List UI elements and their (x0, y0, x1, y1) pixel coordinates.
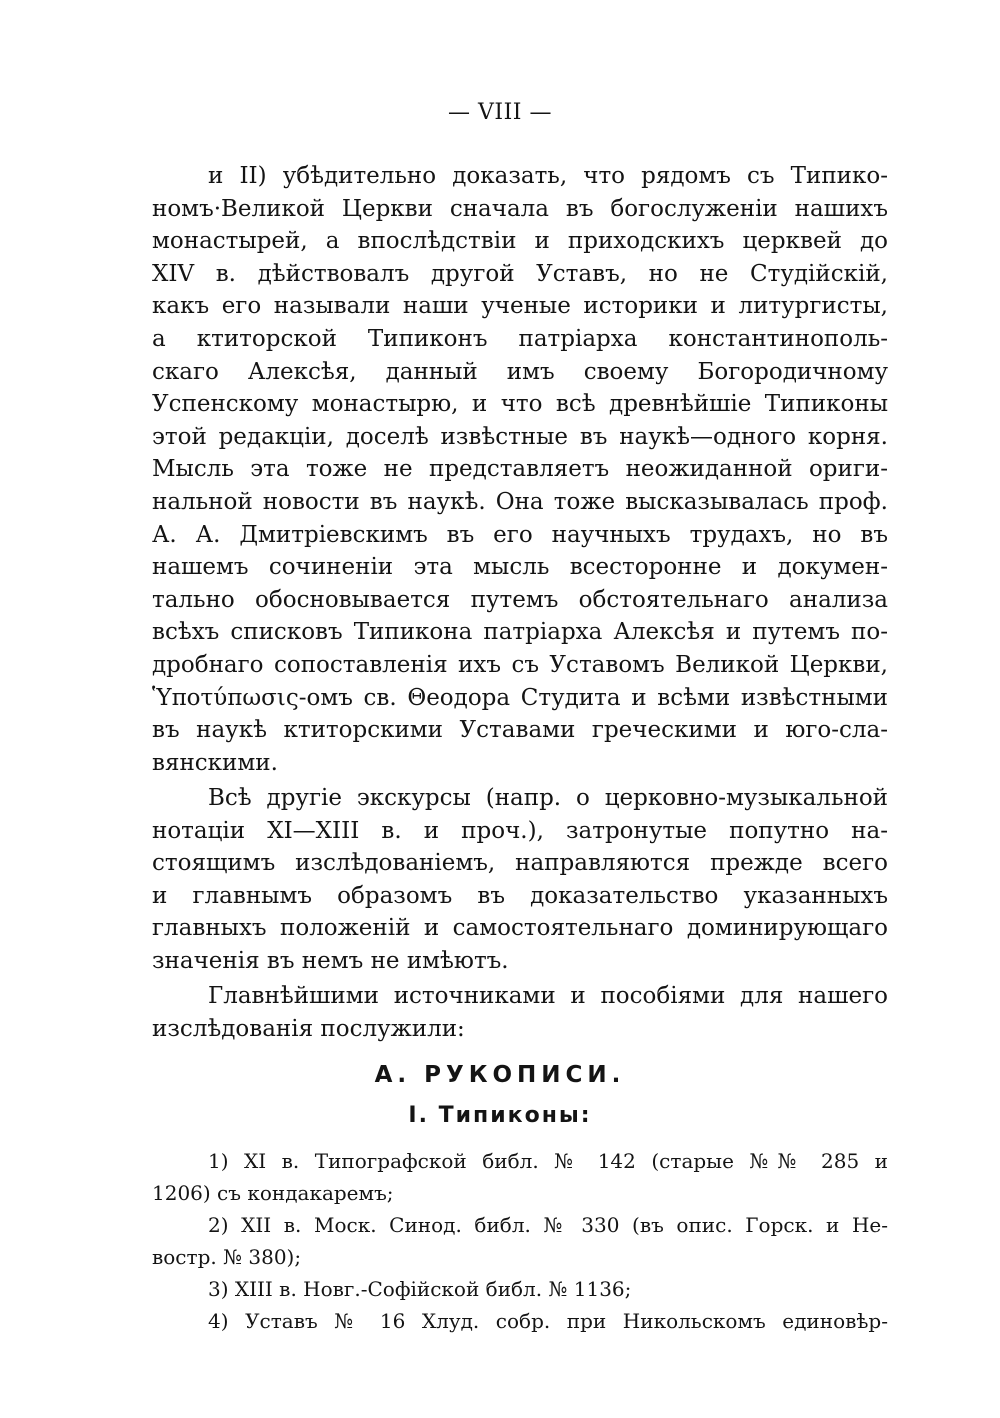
section-heading: А. РУКОПИСИ. (374, 1062, 626, 1088)
text-line: нотаціи XI—XIII в. и проч.), затронутые попутно на- (152, 817, 888, 844)
text-line: въ наукѣ ктиторскими Уставами греческими и юго-сла- (152, 717, 888, 744)
text-line: какъ его называли наши ученые историки и литургисты, (152, 293, 888, 320)
text-line: этой редакціи, доселѣ извѣстные въ наукѣ—одного корня. (152, 423, 888, 450)
text-line: изслѣдованія послужили: (152, 1015, 465, 1042)
text-line: Успенскому монастырю, и что всѣ древнѣйшіе Типиконы (152, 391, 888, 418)
list-item: 1) XI в. Типографской библ. № 142 (старые №№ 285 и (208, 1149, 888, 1173)
text-line: а ктиторской Типиконъ патріарха константинополь- (152, 325, 888, 352)
text-line: скаго Алексѣя, данный имъ своему Богородичному (152, 358, 888, 385)
text-line: всѣхъ списковъ Типикона патріарха Алексѣя и путемъ по- (152, 619, 888, 646)
text-line: Мысль эта тоже не представляетъ неожиданной ориги- (152, 456, 888, 483)
list-item-continuation: 1206) съ кондакаремъ; (152, 1181, 394, 1205)
list-item: 3) XIII в. Новг.-Софійской библ. № 1136; (208, 1277, 632, 1301)
text-line: главныхъ положеній и самостоятельнаго доминирующаго (152, 915, 888, 942)
paragraph-3 (152, 980, 888, 1045)
list-item: 2) XII в. Моск. Синод. библ. № 330 (въ опис. Горск. и Не- (208, 1213, 888, 1237)
text-line: А. А. Дмитріевскимъ въ его научныхъ трудахъ, но въ (152, 521, 888, 548)
text-line: дробнаго сопоставленія ихъ съ Уставомъ Великой Церкви, (152, 651, 888, 678)
text-line: Главнѣйшими источниками и пособіями для нашего (208, 983, 888, 1009)
text-line: и главнымъ образомъ въ доказательство указанныхъ (152, 882, 888, 909)
text-line: значенія въ немъ не имѣютъ. (152, 947, 509, 974)
text-line: стоящимъ изслѣдованіемъ, направляются прежде всего (152, 850, 888, 877)
paragraph-2 (152, 782, 888, 978)
subsection-heading: I. Типиконы: (408, 1103, 592, 1128)
text-line: Всѣ другіе экскурсы (напр. о церковно-музыкальной (208, 785, 888, 811)
page-number: — VIII — (448, 100, 552, 125)
text-line: XIV в. дѣйствовалъ другой Уставъ, но не Студійскій, (152, 260, 888, 287)
text-line: вянскими. (152, 749, 278, 776)
text-line: монастырей, а впослѣдствіи и приходскихъ церквей до (152, 228, 888, 255)
text-line: нашемъ сочиненіи эта мысль всесторонне и докумен- (152, 554, 888, 581)
paragraph-1 (152, 160, 888, 779)
source-list (152, 1145, 888, 1337)
text-line: Ὑποτύπωσις-омъ св. Θеодора Студита и всѣми извѣстными (152, 684, 888, 711)
list-item-continuation: востр. № 380); (152, 1245, 302, 1269)
list-item: 4) Уставъ № 16 Хлуд. собр. при Никольскомъ единовѣр- (208, 1309, 888, 1333)
text-line: тально обосновывается путемъ обстоятельнаго анализа (152, 586, 888, 613)
text-line: номъ·Великой Церкви сначала въ богослуженіи нашихъ (152, 195, 888, 222)
text-line: нальной новости въ наукѣ. Она тоже высказывалась проф. (152, 488, 888, 515)
text-line: и II) убѣдительно доказать, что рядомъ съ Типико- (208, 163, 888, 189)
